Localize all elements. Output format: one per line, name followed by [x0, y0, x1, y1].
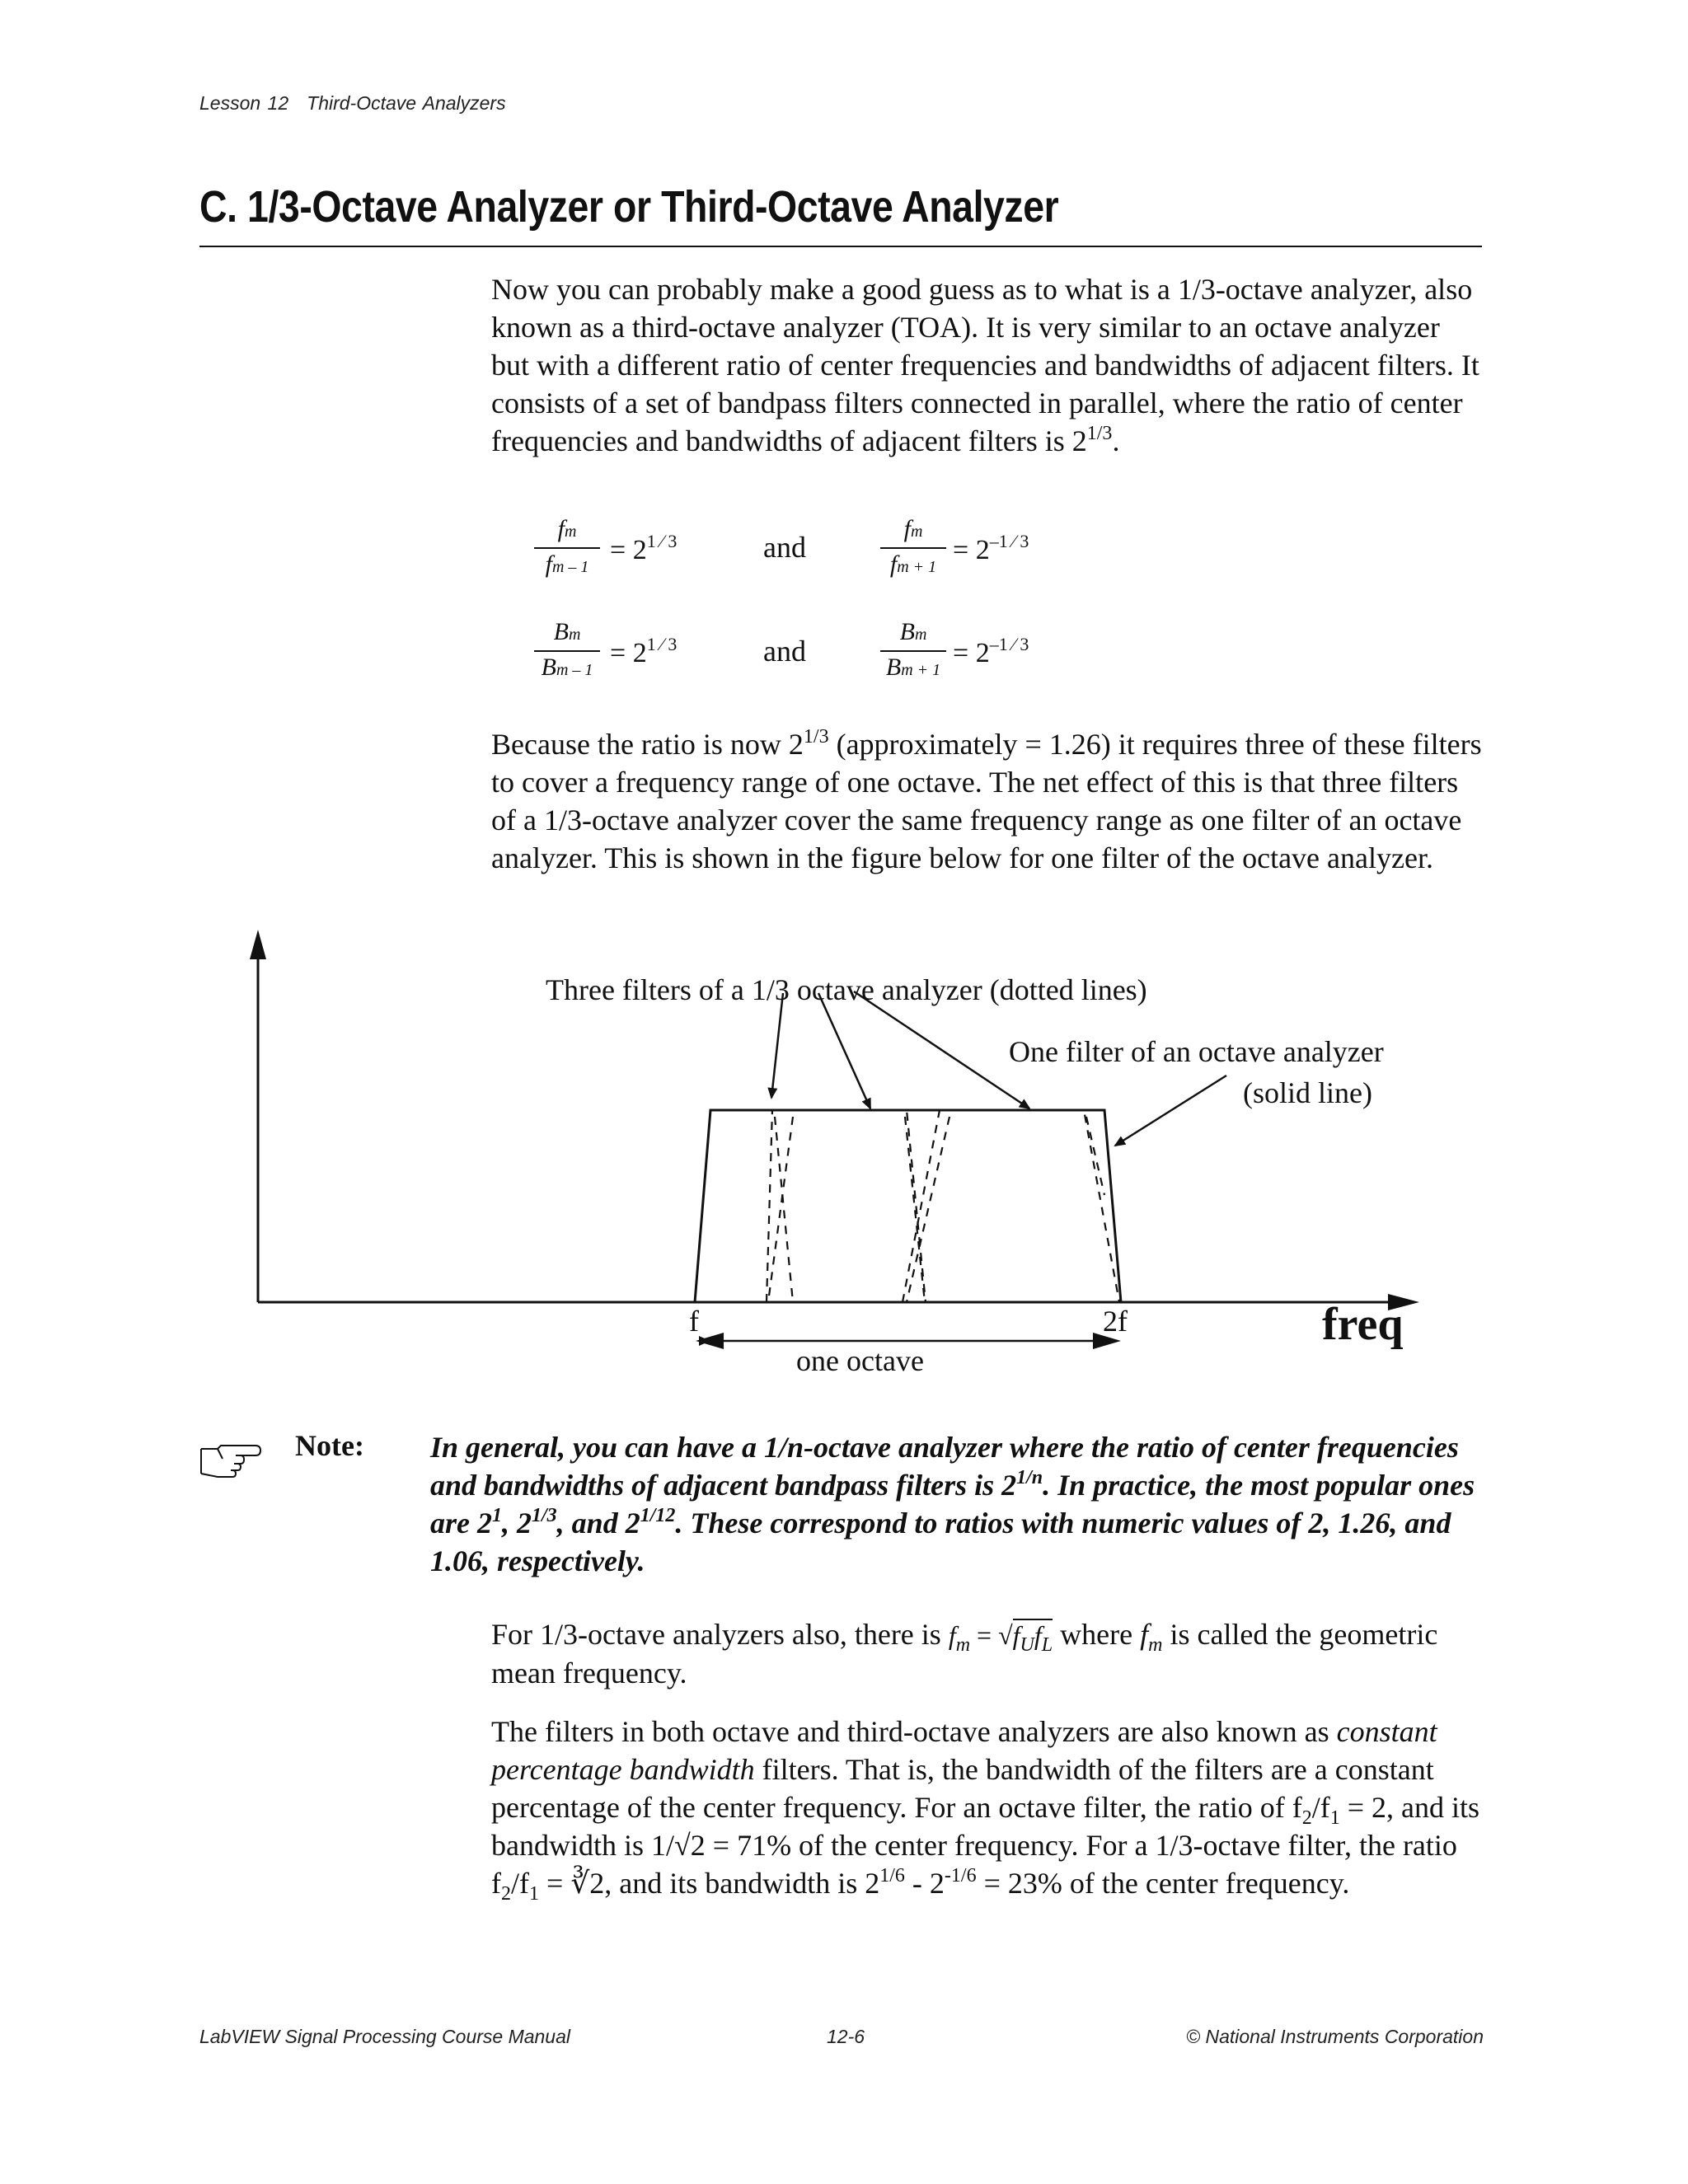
- eq1-rhs: = $2^{1 ⁄ 3}$: [610, 531, 678, 565]
- and-word-1: and: [763, 531, 806, 564]
- section-title: C. 1/3-Octave Analyzer or Third-Octave Analyzer: [199, 182, 1059, 232]
- footer-right: © National Instruments Corporation: [1186, 2026, 1484, 2047]
- footer-page-number: 12-6: [827, 2026, 865, 2047]
- fraction-bm-over-bm-minus-1: Bm Bm – 1: [534, 618, 600, 684]
- constant-percentage-paragraph: The filters in both octave and third-octave analyzers are also known as constant percentage bandwidth filters. That is, the bandwidth of the filters are a constant percentage of the center frequency. For an octave filter, the ratio of $f_2/f_1 = 2$, and its bandwidth is 1/√2 = 71% of the center frequency. For a 1/3-octave filter, the ratio $f_2/f_1$ = ∛2, and its bandwidth is $2^{1/6} - 2^{-1/6} = 23\%$ of the center frequency.: [491, 1715, 1480, 1905]
- arrow-filter-1: [771, 993, 783, 1098]
- eq2-rhs: = $2^{-1 ⁄ 3}$: [953, 531, 1029, 565]
- fraction-bm-over-bm-plus-1: Bm Bm + 1: [880, 618, 946, 684]
- geometric-mean-equation: $f_m = √f_Uf_L$: [948, 1620, 1053, 1656]
- y-axis-arrow: [250, 930, 266, 959]
- arrow-filter-3: [854, 991, 1029, 1108]
- fraction-fm-over-fm-plus-1: fm fm + 1: [880, 515, 946, 581]
- geometric-mean-paragraph: For 1/3-octave analyzers also, there is $f_m = √f_Uf_L$ where $f_m$ is called the geometric mean frequency.: [491, 1618, 1438, 1690]
- arrow-octave-filter: [1115, 1076, 1226, 1146]
- tick-label-f: f: [689, 1305, 699, 1338]
- and-word-2: and: [763, 635, 806, 668]
- axis-label-freq: freq: [1322, 1299, 1404, 1350]
- eq3-rhs: = $2^{1 ⁄ 3}$: [610, 634, 678, 668]
- arrow-filter-2: [818, 993, 870, 1108]
- emphasis-constant-percentage-bandwidth: constant percentage bandwidth: [491, 1715, 1437, 1786]
- ratio-paragraph: Because the ratio is now $2^{1/3}$ (approximately = 1.26) it requires three of these filters to cover a frequency range of one octave. The net effect of this is that three filters of a 1/3-octave analyzer cover the same frequency range as one filter of an octave analyzer. This is shown in the figure below for one filter of the octave analyzer.: [491, 726, 1482, 874]
- third-filter-3: [903, 1110, 1119, 1302]
- label-third-octave-filters: Three filters of a 1/3 octave analyzer (dotted lines): [546, 973, 1147, 1006]
- header-lesson: Lesson 12: [199, 92, 289, 114]
- fraction-fm-over-fm-minus-1: fm fm – 1: [534, 515, 600, 581]
- intro-exponent: 1/3: [1086, 423, 1113, 444]
- label-octave-filter-line1: One filter of an octave analyzer: [1009, 1035, 1384, 1068]
- intro-end: .: [1112, 424, 1120, 457]
- tick-label-2f: 2f: [1103, 1305, 1128, 1338]
- eq4-rhs: = $2^{-1 ⁄ 3}$: [953, 634, 1029, 668]
- label-one-octave: one octave: [796, 1344, 924, 1377]
- pointing-hand-icon: [198, 1437, 264, 1479]
- label-octave-filter-line2: (solid line): [1243, 1076, 1372, 1109]
- note-text: In general, you can have a 1/n-octave analyzer where the ratio of center frequencies and bandwidths of adjacent bandpass filters is $2^{1/n}$. In practice, the most popular ones are $2^1$, $2^{1/3}$, and $2^{1/12}$. These correspond to ratios with numeric values of 2, 1.26, and 1.06, respectively.: [430, 1431, 1475, 1577]
- note-label: Note:: [295, 1429, 364, 1462]
- footer-left: LabVIEW Signal Processing Course Manual: [199, 2026, 571, 2047]
- header-title: Third-Octave Analyzers: [307, 92, 506, 114]
- intro-text: Now you can probably make a good guess as to what is a 1/3-octave analyzer, also known as a third-octave analyzer (TOA). It is very similar to an octave analyzer but with a different ratio of center frequencies and bandwidths of adjacent filters. It consists of a set of bandpass filters connected in parallel, where the ratio of center frequencies and bandwidths of adjacent filters is 2: [491, 273, 1479, 457]
